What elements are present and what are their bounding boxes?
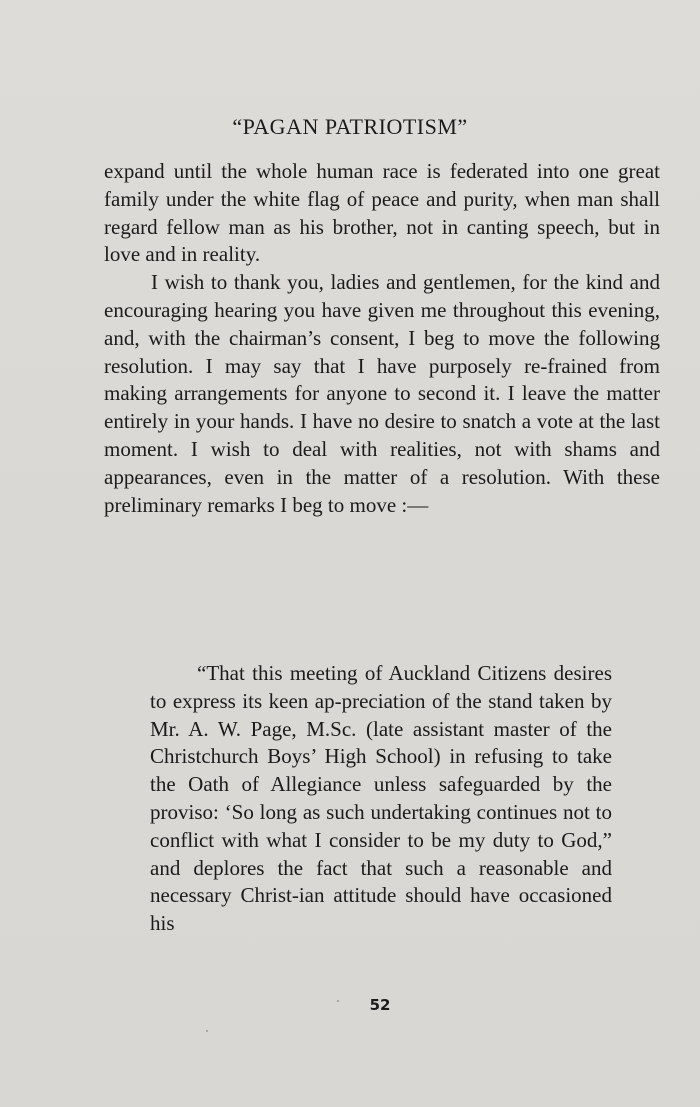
resolution-text: “That this meeting of Auckland Citizens desires to express its keen ap-preciation of the stand taken by Mr. A. W. Page, M.Sc. (late assistant master of the Christchurch Boys’ High School) in refusing to take the Oath of Allegiance unless safeguarded by the proviso: ‘So long as such undertaking continues not to conflict with what I consider to be my duty to God,” and deplores the fact that such a reasonable and necessary Christ-ian attitude should have occasioned his bbox=[150, 661, 612, 936]
page-number: 52 bbox=[369, 996, 391, 1014]
resolution-quote bbox=[150, 660, 612, 938]
paper-speck bbox=[337, 1000, 339, 1002]
body-text bbox=[104, 158, 660, 519]
paragraph-continuation: expand until the whole human race is federated into one great family under the white flag of peace and purity, when man shall regard fellow man as his brother, not in canting speech, but in love and in reality. bbox=[104, 159, 660, 267]
running-head: “PAGAN PATRIOTISM” bbox=[232, 114, 468, 139]
paragraph-thanks: I wish to thank you, ladies and gentlemen, for the kind and encouraging hearing you have given me throughout this evening, and, with the chairman’s consent, I beg to move the following resolution. I may say that I have purposely re-frained from making arrangements for anyone to second it. I leave the matter entirely in your hands. I have no desire to snatch a vote at the last moment. I wish to deal with realities, not with shams and appearances, even in the matter of a resolution. With these preliminary remarks I beg to move :— bbox=[104, 270, 660, 517]
paper-speck bbox=[206, 1030, 208, 1032]
